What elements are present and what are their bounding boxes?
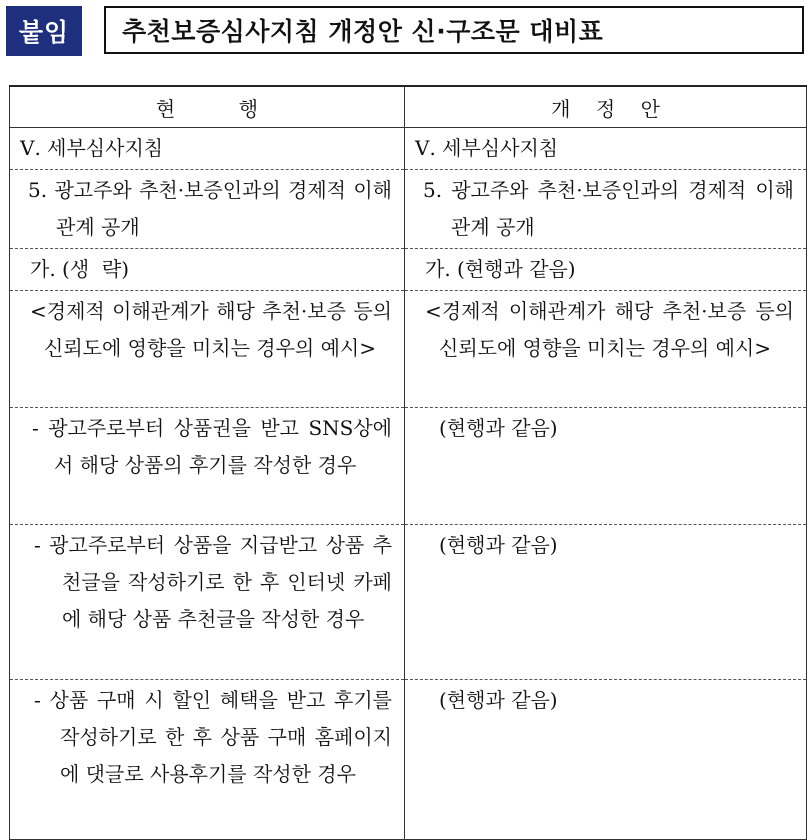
- cell-revised: (현행과 같음): [405, 408, 807, 525]
- cell-revised: (현행과 같음): [405, 680, 807, 840]
- header: [6, 6, 806, 56]
- cell-revised: Ⅴ. 세부심사지침: [405, 128, 807, 170]
- column-header-current: 현 행: [10, 86, 405, 128]
- cell-current: - 광고주로부터 상품을 지급받고 상품 추천글을 작성하기로 한 후 인터넷 카페에 해당 상품 추천글을 작성한 경우: [10, 525, 405, 680]
- table-header-row: [10, 86, 807, 128]
- comparison-table: [9, 85, 807, 840]
- table-row: [10, 408, 807, 525]
- cell-current: 가. (생 략): [10, 249, 405, 291]
- table-row: [10, 128, 807, 170]
- cell-revised: 5. 광고주와 추천·보증인과의 경제적 이해관계 공개: [405, 170, 807, 249]
- cell-current: - 상품 구매 시 할인 혜택을 받고 후기를 작성하기로 한 후 상품 구매 홈페이지에 댓글로 사용후기를 작성한 경우: [10, 680, 405, 840]
- column-header-revised: 개 정 안: [405, 86, 807, 128]
- cell-current: 5. 광고주와 추천·보증인과의 경제적 이해관계 공개: [10, 170, 405, 249]
- attachment-badge: 붙임: [6, 6, 82, 56]
- table-row: [10, 170, 807, 249]
- page-title: 추천보증심사지침 개정안 신·구조문 대비표: [104, 6, 804, 54]
- cell-revised: <경제적 이해관계가 해당 추천·보증 등의 신뢰도에 영향을 미치는 경우의 예시>: [405, 291, 807, 408]
- cell-revised: 가. (현행과 같음): [405, 249, 807, 291]
- cell-current: Ⅴ. 세부심사지침: [10, 128, 405, 170]
- cell-revised: (현행과 같음): [405, 525, 807, 680]
- cell-current: <경제적 이해관계가 해당 추천·보증 등의 신뢰도에 영향을 미치는 경우의 예시>: [10, 291, 405, 408]
- table-row: [10, 249, 807, 291]
- table-row: [10, 525, 807, 680]
- table-row: [10, 291, 807, 408]
- table-row: [10, 680, 807, 840]
- cell-current: - 광고주로부터 상품권을 받고 SNS상에서 해당 상품의 후기를 작성한 경우: [10, 408, 405, 525]
